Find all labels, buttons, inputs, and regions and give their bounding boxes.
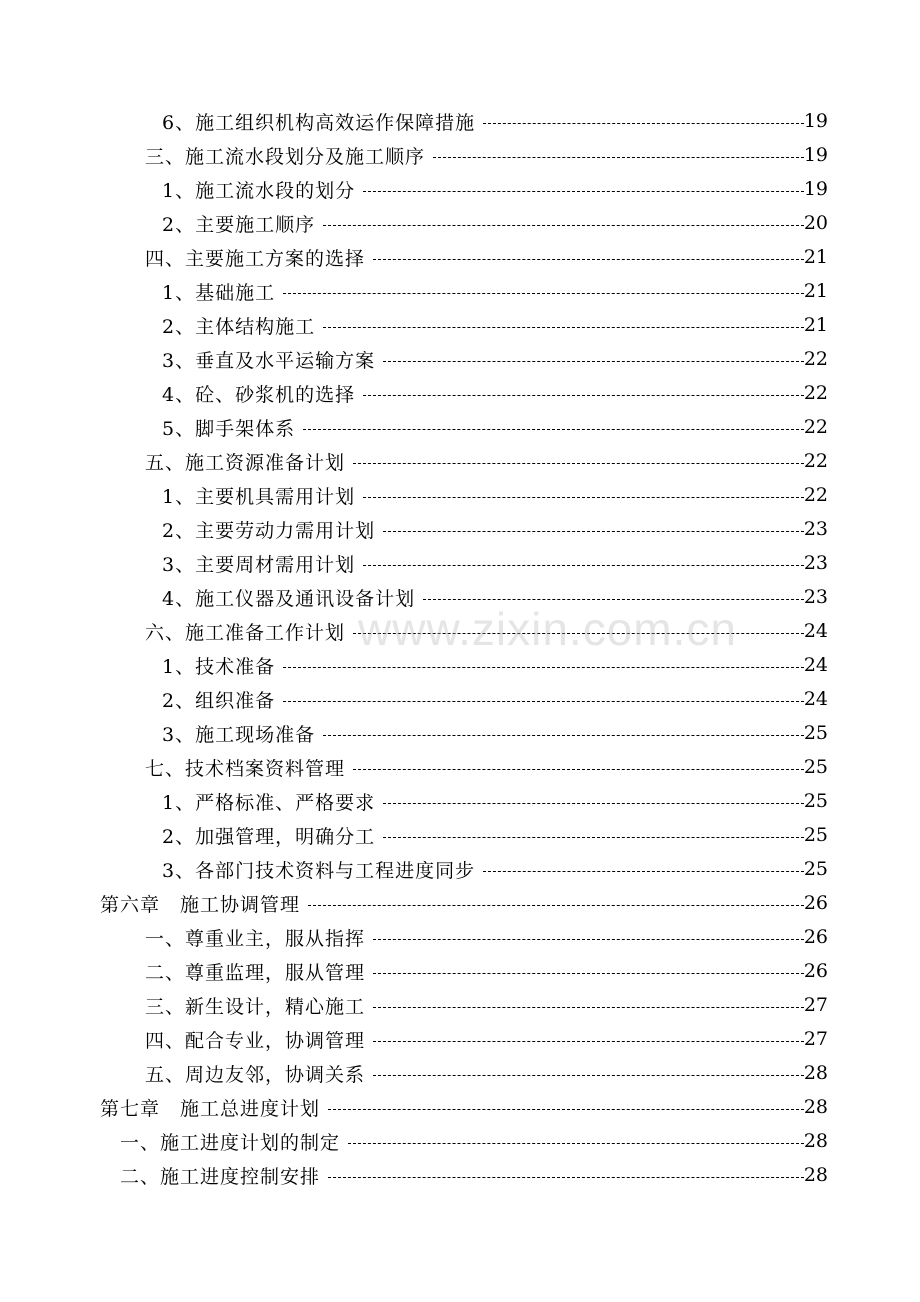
toc-entry[interactable] (0, 274, 920, 308)
toc-entry[interactable] (0, 308, 920, 342)
toc-leader-line (323, 225, 804, 226)
toc-entry[interactable] (0, 376, 920, 410)
toc-entry[interactable] (0, 546, 920, 580)
toc-leader-line (433, 157, 804, 158)
toc-entry-label: 5、脚手架体系 (162, 417, 296, 440)
toc-entry[interactable] (0, 478, 920, 512)
toc-page-number: 26 (803, 892, 828, 914)
toc-leader-line (383, 531, 804, 532)
toc-leader-line (283, 667, 804, 668)
toc-entry-label: 第六章 施工协调管理 (100, 893, 301, 916)
toc-entry[interactable] (0, 580, 920, 614)
toc-page-number: 23 (803, 586, 828, 608)
toc-leader-line (303, 429, 804, 430)
toc-entry-label: 2、主体结构施工 (162, 315, 316, 338)
toc-entry[interactable] (0, 444, 920, 478)
toc-leader-line (363, 565, 804, 566)
toc-leader-line (328, 1177, 804, 1178)
toc-page-number: 28 (803, 1096, 828, 1118)
toc-page-number: 27 (803, 994, 828, 1016)
toc-entry-label: 2、主要施工顺序 (162, 213, 316, 236)
toc-entry-label: 五、施工资源准备计划 (145, 451, 346, 474)
toc-page-number: 25 (803, 756, 828, 778)
toc-entry[interactable] (0, 988, 920, 1022)
toc-leader-line (383, 837, 804, 838)
toc-leader-line (283, 293, 804, 294)
toc-entry[interactable] (0, 954, 920, 988)
toc-entry-label: 2、组织准备 (162, 689, 276, 712)
toc-entry[interactable] (0, 852, 920, 886)
toc-page-number: 24 (803, 688, 828, 710)
toc-leader-line (308, 905, 804, 906)
toc-entry-label: 第七章 施工总进度计划 (100, 1097, 321, 1120)
toc-leader-line (373, 939, 804, 940)
toc-entry-label: 二、尊重监理，服从管理 (145, 961, 366, 984)
toc-entry[interactable] (0, 784, 920, 818)
toc-leader-line (363, 497, 804, 498)
toc-entry[interactable] (0, 750, 920, 784)
toc-entry-label: 四、主要施工方案的选择 (145, 247, 366, 270)
toc-entry[interactable] (0, 342, 920, 376)
toc-page-number: 23 (803, 552, 828, 574)
toc-entry[interactable] (0, 512, 920, 546)
toc-leader-line (363, 191, 804, 192)
toc-page-number: 22 (803, 416, 828, 438)
toc-page-number: 25 (803, 722, 828, 744)
toc-leader-line (373, 973, 804, 974)
toc-page-number: 19 (803, 178, 828, 200)
toc-page-number: 28 (803, 1164, 828, 1186)
toc-entry[interactable] (0, 1090, 920, 1124)
toc-entry-label: 4、砼、砂浆机的选择 (162, 383, 356, 406)
toc-leader-line (323, 735, 804, 736)
toc-page-number: 19 (803, 110, 828, 132)
toc-entry-label: 3、各部门技术资料与工程进度同步 (162, 859, 476, 882)
toc-entry[interactable] (0, 920, 920, 954)
toc-entry[interactable] (0, 818, 920, 852)
toc-entry-label: 四、配合专业，协调管理 (145, 1029, 366, 1052)
toc-leader-line (483, 123, 804, 124)
toc-page-number: 26 (803, 926, 828, 948)
watermark: www.zixin.com.cn (358, 603, 737, 655)
toc-entry-label: 1、基础施工 (162, 281, 276, 304)
toc-leader-line (328, 1109, 804, 1110)
toc-entry-label: 六、施工准备工作计划 (145, 621, 346, 644)
toc-entry[interactable] (0, 1022, 920, 1056)
toc-page-number: 22 (803, 484, 828, 506)
toc-page-number: 27 (803, 1028, 828, 1050)
toc-entry[interactable] (0, 716, 920, 750)
toc-page-number: 22 (803, 450, 828, 472)
toc-leader-line (423, 599, 804, 600)
toc-page-number: 21 (803, 280, 828, 302)
toc-leader-line (373, 1007, 804, 1008)
toc-leader-line (383, 803, 804, 804)
toc-entry[interactable] (0, 410, 920, 444)
toc-entry[interactable] (0, 1158, 920, 1192)
toc-entry-label: 五、周边友邻，协调关系 (145, 1063, 366, 1086)
toc-entry[interactable] (0, 1124, 920, 1158)
toc-leader-line (363, 395, 804, 396)
toc-page-number: 25 (803, 790, 828, 812)
toc-entry-label: 三、施工流水段划分及施工顺序 (145, 145, 426, 168)
toc-entry-label: 1、严格标准、严格要求 (162, 791, 376, 814)
toc-page-number: 23 (803, 518, 828, 540)
toc-page-number: 24 (803, 620, 828, 642)
toc-entry-label: 1、主要机具需用计划 (162, 485, 356, 508)
toc-entry-label: 七、技术档案资料管理 (145, 757, 346, 780)
toc-entry-label: 1、施工流水段的划分 (162, 179, 356, 202)
toc-entry-label: 3、主要周材需用计划 (162, 553, 356, 576)
toc-entry[interactable] (0, 104, 920, 138)
toc-page-number: 22 (803, 348, 828, 370)
toc-leader-line (373, 1075, 804, 1076)
toc-page-number: 25 (803, 858, 828, 880)
toc-entry-label: 一、施工进度计划的制定 (120, 1131, 341, 1154)
toc-entry[interactable] (0, 1056, 920, 1090)
toc-entry-label: 3、垂直及水平运输方案 (162, 349, 376, 372)
toc-leader-line (373, 259, 804, 260)
toc-leader-line (483, 871, 804, 872)
toc-entry-label: 2、加强管理，明确分工 (162, 825, 376, 848)
toc-entry-label: 6、施工组织机构高效运作保障措施 (162, 111, 476, 134)
toc-entry-label: 3、施工现场准备 (162, 723, 316, 746)
toc-page-number: 25 (803, 824, 828, 846)
toc-leader-line (353, 463, 804, 464)
toc-entry-label: 1、技术准备 (162, 655, 276, 678)
toc-entry-label: 三、新生设计，精心施工 (145, 995, 366, 1018)
toc-entry[interactable] (0, 648, 920, 682)
toc-entry[interactable] (0, 886, 920, 920)
toc-entry[interactable] (0, 206, 920, 240)
toc-page-number: 26 (803, 960, 828, 982)
toc-entry-label: 4、施工仪器及通讯设备计划 (162, 587, 416, 610)
toc-leader-line (383, 361, 804, 362)
toc-page-number: 21 (803, 246, 828, 268)
toc-entry[interactable] (0, 614, 920, 648)
toc-page-number: 28 (803, 1130, 828, 1152)
toc-entry[interactable] (0, 138, 920, 172)
toc-entry-label: 二、施工进度控制安排 (120, 1165, 321, 1188)
toc-entry-label: 一、尊重业主，服从指挥 (145, 927, 366, 950)
toc-page-number: 21 (803, 314, 828, 336)
toc-page-number: 28 (803, 1062, 828, 1084)
toc-leader-line (373, 1041, 804, 1042)
toc-leader-line (353, 633, 804, 634)
toc-leader-line (353, 769, 804, 770)
toc-entry-label: 2、主要劳动力需用计划 (162, 519, 376, 542)
toc-entry[interactable] (0, 172, 920, 206)
toc-page-number: 24 (803, 654, 828, 676)
toc-page-number: 19 (803, 144, 828, 166)
toc-leader-line (323, 327, 804, 328)
toc-leader-line (348, 1143, 804, 1144)
toc-entry[interactable] (0, 682, 920, 716)
toc-entry[interactable] (0, 240, 920, 274)
toc-page-number: 20 (803, 212, 828, 234)
toc-leader-line (283, 701, 804, 702)
toc-page-number: 22 (803, 382, 828, 404)
